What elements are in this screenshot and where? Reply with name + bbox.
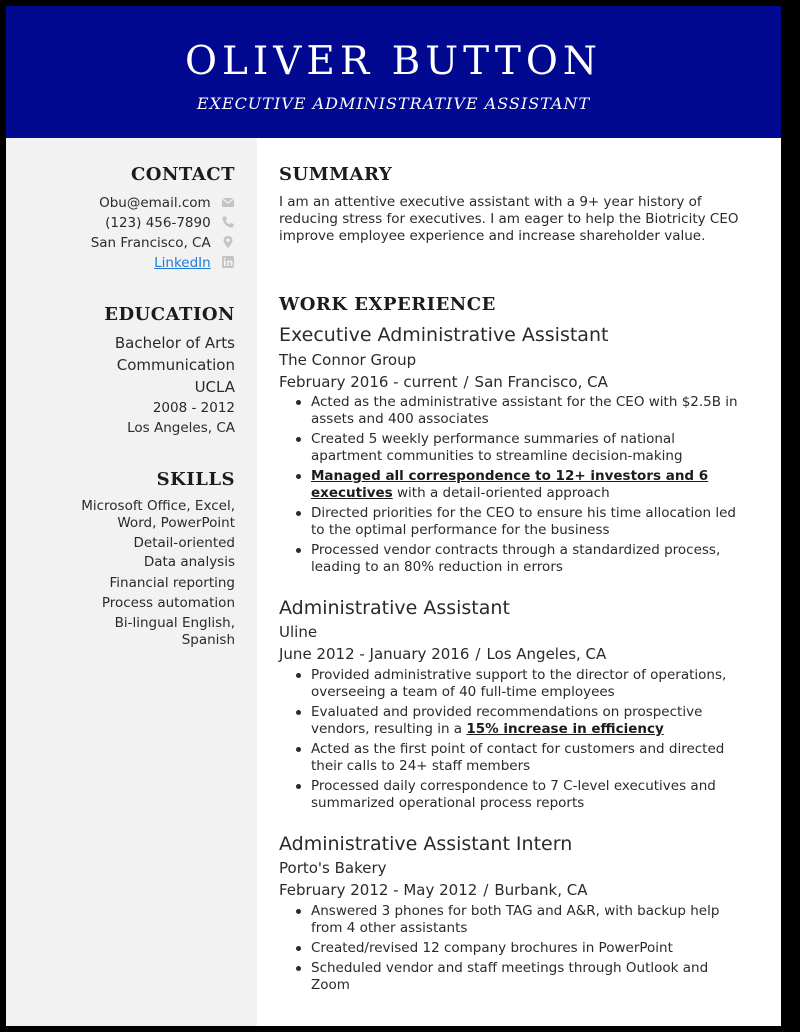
candidate-role: EXECUTIVE ADMINISTRATIVE ASSISTANT <box>196 94 591 113</box>
job-dates: February 2012 - May 2012 <box>279 881 478 899</box>
skill-item: Bi-lingual English, <box>114 615 235 631</box>
list-item: Created/revised 12 company brochures in PowerPoint <box>279 940 749 957</box>
list-item: Acted as the administrative assistant for the CEO with $2.5B in assets and 400 associates <box>279 394 749 428</box>
work-experience-heading: WORK EXPERIENCE <box>279 294 496 315</box>
list-item: Scheduled vendor and staff meetings through Outlook and Zoom <box>279 960 749 994</box>
phone-icon <box>221 215 235 229</box>
job-dates-location: February 2012 - May 2012 / Burbank, CA <box>279 881 588 899</box>
job-dates: February 2016 - current <box>279 373 458 391</box>
linkedin-icon <box>221 255 235 269</box>
contact-location-row <box>91 233 235 253</box>
summary-heading: SUMMARY <box>279 164 393 185</box>
summary-text: I am an attentive executive assistant with a 9+ year history of reducing stress for executives. I am eager to help the Biotricity CEO improve employee experience and increase shareholder value. <box>279 194 739 244</box>
skill-item: Financial reporting <box>109 575 235 591</box>
job-company: Porto's Bakery <box>279 859 387 877</box>
candidate-name: OLIVER BUTTON <box>184 39 603 84</box>
job-title: Administrative Assistant Intern <box>279 833 573 855</box>
job-bullets <box>279 667 749 815</box>
list-item: Answered 3 phones for both TAG and A&R, with backup help from 4 other assistants <box>279 903 749 937</box>
job-dates: June 2012 - January 2016 <box>279 645 470 663</box>
education-degree: Bachelor of Arts <box>114 334 235 352</box>
job-dates-location: June 2012 - January 2016 / Los Angeles, CA <box>279 645 607 663</box>
job-title: Executive Administrative Assistant <box>279 324 609 346</box>
skill-item: Word, PowerPoint <box>117 515 235 531</box>
contact-linkedin-row <box>154 253 235 273</box>
linkedin-link[interactable]: LinkedIn <box>154 255 211 271</box>
job-company: The Connor Group <box>279 351 417 369</box>
sidebar <box>6 138 257 1026</box>
highlight-text: 15% increase in efficiency <box>466 721 664 737</box>
education-heading: EDUCATION <box>104 304 235 325</box>
skills-heading: SKILLS <box>156 469 235 490</box>
contact-location: San Francisco, CA <box>90 235 211 251</box>
map-pin-icon <box>221 235 235 249</box>
job-bullets <box>279 394 749 579</box>
education-years: 2008 - 2012 <box>152 400 235 416</box>
job-dates-location: February 2016 - current / San Francisco, CA <box>279 373 608 391</box>
envelope-icon <box>221 195 235 209</box>
job-location: Burbank, CA <box>494 881 588 899</box>
job-company: Uline <box>279 623 318 641</box>
job-bullets <box>279 903 749 997</box>
job-location: San Francisco, CA <box>474 373 608 391</box>
education-location: Los Angeles, CA <box>127 420 235 436</box>
list-item: Processed vendor contracts through a standardized process, leading to an 80% reduction in errors <box>279 542 749 576</box>
resume-header <box>6 6 781 138</box>
list-item: Created 5 weekly performance summaries of national apartment communities to streamline decision-making <box>279 431 749 465</box>
list-item: Directed priorities for the CEO to ensure his time allocation led to the optimal performance for the business <box>279 505 749 539</box>
highlight-text: Managed all correspondence to 12+ investors and 6 executives <box>311 468 709 501</box>
resume-page <box>6 6 781 1026</box>
education-school: UCLA <box>194 378 235 396</box>
contact-heading: CONTACT <box>130 164 235 185</box>
list-item: Processed daily correspondence to 7 C-level executives and summarized operational process reports <box>279 778 749 812</box>
contact-phone: (123) 456-7890 <box>105 215 211 231</box>
skill-item: Microsoft Office, Excel, <box>81 498 235 514</box>
contact-email-row <box>99 193 235 213</box>
list-item: Evaluated and provided recommendations on prospective vendors, resulting in a 15% increase in efficiency <box>279 704 749 738</box>
list-item: Acted as the first point of contact for customers and directed their calls to 24+ staff members <box>279 741 749 775</box>
skill-item: Detail-oriented <box>133 535 235 551</box>
skill-item: Spanish <box>181 632 235 648</box>
list-item: Provided administrative support to the director of operations, overseeing a team of 40 full-time employees <box>279 667 749 701</box>
education-field: Communication <box>116 356 235 374</box>
skill-item: Data analysis <box>143 554 235 570</box>
job-location: Los Angeles, CA <box>486 645 607 663</box>
skill-item: Process automation <box>101 595 235 611</box>
list-item: Managed all correspondence to 12+ investors and 6 executives with a detail-oriented approach <box>279 468 749 502</box>
job-title: Administrative Assistant <box>279 597 510 619</box>
contact-phone-row <box>105 213 235 233</box>
contact-email: Obu@email.com <box>99 195 211 211</box>
